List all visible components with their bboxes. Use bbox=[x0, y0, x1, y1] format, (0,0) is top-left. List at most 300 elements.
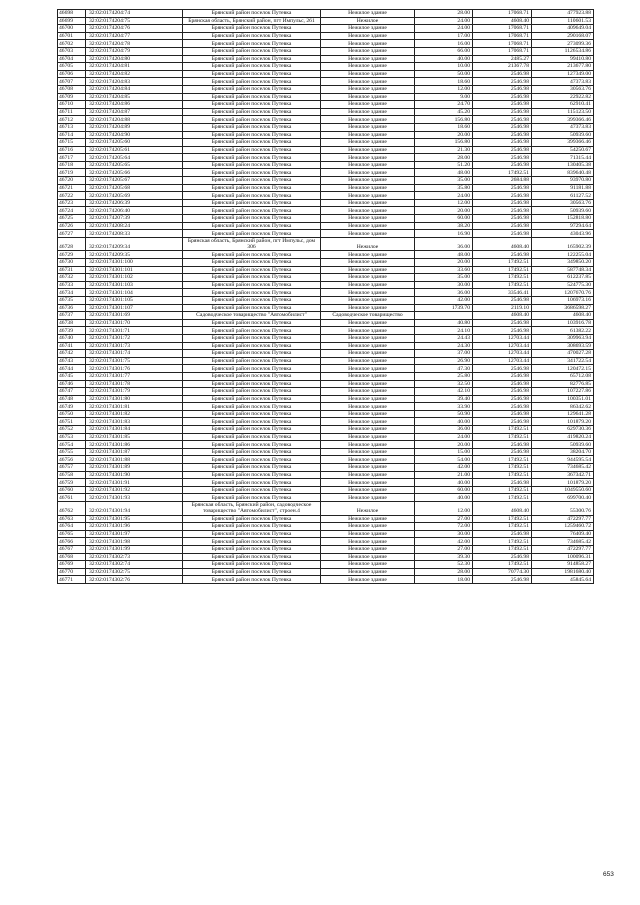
unit-value-cell: 2546.98 bbox=[473, 101, 532, 109]
table-row bbox=[58, 312, 594, 320]
table-row bbox=[58, 553, 594, 561]
address-cell: Брянский район поселок Путевка bbox=[183, 251, 321, 259]
area-cell: 21.30 bbox=[415, 146, 473, 154]
object-type-cell: Нежилое здание bbox=[321, 327, 415, 335]
object-type-cell: Нежилое здание bbox=[321, 304, 415, 312]
row-number-cell: 46760 bbox=[58, 486, 86, 494]
table-row bbox=[58, 169, 594, 177]
row-number-cell: 46703 bbox=[58, 47, 86, 55]
cadastral-number-cell: 32:02:0174301:80 bbox=[86, 395, 183, 403]
object-type-cell: Нежилое здание bbox=[321, 289, 415, 297]
object-type-cell: Нежилое здание bbox=[321, 169, 415, 177]
object-type-cell: Нежилое здание bbox=[321, 418, 415, 426]
address-cell: Брянский район поселок Путевка bbox=[183, 116, 321, 124]
address-cell: Брянский район поселок Путевка bbox=[183, 403, 321, 411]
row-number-cell: 46741 bbox=[58, 342, 86, 350]
cadastral-number-cell: 32:02:0174301:75 bbox=[86, 357, 183, 365]
cadastral-number-cell: 32:02:0174302:73 bbox=[86, 553, 183, 561]
unit-value-cell: 2546.98 bbox=[473, 85, 532, 93]
unit-value-cell: 17492.51 bbox=[473, 169, 532, 177]
area-cell: 10.00 bbox=[415, 63, 473, 71]
cadastral-number-cell: 32:02:0174205:60 bbox=[86, 139, 183, 147]
area-cell: 24.00 bbox=[415, 17, 473, 25]
area-cell: 24.00 bbox=[415, 192, 473, 200]
cadastral-number-cell: 32:02:0174301:85 bbox=[86, 433, 183, 441]
cadastral-number-cell: 32:02:0174301:107 bbox=[86, 304, 183, 312]
area-cell: 42.00 bbox=[415, 296, 473, 304]
area-cell: 40.00 bbox=[415, 418, 473, 426]
cadastral-value-cell: 38204.70 bbox=[532, 448, 594, 456]
row-number-cell: 46729 bbox=[58, 251, 86, 259]
row-number-cell: 46767 bbox=[58, 545, 86, 553]
area-cell: 28.00 bbox=[415, 568, 473, 576]
object-type-cell: Нежилое здание bbox=[321, 494, 415, 502]
area-cell: 30.00 bbox=[415, 530, 473, 538]
cadastral-value-cell: 409649.04 bbox=[532, 25, 594, 33]
row-number-cell: 46720 bbox=[58, 177, 86, 185]
unit-value-cell: 21367.78 bbox=[473, 63, 532, 71]
row-number-cell: 46755 bbox=[58, 448, 86, 456]
unit-value-cell: 2546.98 bbox=[473, 327, 532, 335]
object-type-cell: Нежилое здание bbox=[321, 259, 415, 267]
table-row bbox=[58, 410, 594, 418]
cadastral-number-cell: 32:02:0174205:64 bbox=[86, 154, 183, 162]
cadastral-number-cell: 32:02:0174206:40 bbox=[86, 207, 183, 215]
object-type-cell: Нежилое здание bbox=[321, 395, 415, 403]
cadastral-value-cell: 1126534.86 bbox=[532, 47, 594, 55]
object-type-cell: Нежилое здание bbox=[321, 78, 415, 86]
object-type-cell: Нежилое здание bbox=[321, 139, 415, 147]
area-cell: 50.90 bbox=[415, 410, 473, 418]
cadastral-number-cell: 32:02:0174206:39 bbox=[86, 199, 183, 207]
cadastral-value-cell: 45845.64 bbox=[532, 576, 594, 584]
cadastral-value-cell: 91181.88 bbox=[532, 184, 594, 192]
address-cell: Брянский район поселок Путевка bbox=[183, 395, 321, 403]
row-number-cell: 46749 bbox=[58, 403, 86, 411]
address-cell: Брянский район поселок Путевка bbox=[183, 222, 321, 230]
table-row bbox=[58, 327, 594, 335]
cadastral-value-cell: 419820.24 bbox=[532, 433, 594, 441]
table-row bbox=[58, 161, 594, 169]
cadastral-value-cell: 524775.30 bbox=[532, 281, 594, 289]
table-row bbox=[58, 365, 594, 373]
table-row bbox=[58, 154, 594, 162]
object-type-cell: Нежилое здание bbox=[321, 25, 415, 33]
table-row bbox=[58, 101, 594, 109]
unit-value-cell: 2546.98 bbox=[473, 403, 532, 411]
address-cell: Брянский район поселок Путевка bbox=[183, 334, 321, 342]
cadastral-number-cell: 32:02:0174204:89 bbox=[86, 123, 183, 131]
object-type-cell: Нежилое здание bbox=[321, 274, 415, 282]
unit-value-cell: 17492.51 bbox=[473, 274, 532, 282]
row-number-cell: 46750 bbox=[58, 410, 86, 418]
object-type-cell: Садоводческое товарищество bbox=[321, 312, 415, 320]
address-cell: Брянский район поселок Путевка bbox=[183, 319, 321, 327]
address-cell: Брянская область, Брянский район, пгт Импульс, дом 306 bbox=[183, 237, 321, 251]
unit-value-cell: 17492.51 bbox=[473, 433, 532, 441]
table-row bbox=[58, 456, 594, 464]
area-cell: 18.60 bbox=[415, 78, 473, 86]
row-number-cell: 46763 bbox=[58, 515, 86, 523]
unit-value-cell: 17492.51 bbox=[473, 464, 532, 472]
table-row bbox=[58, 85, 594, 93]
address-cell: Брянский район поселок Путевка bbox=[183, 561, 321, 569]
unit-value-cell: 2546.98 bbox=[473, 222, 532, 230]
cadastral-number-cell: 32:02:0174205:67 bbox=[86, 177, 183, 185]
unit-value-cell: 17492.51 bbox=[473, 515, 532, 523]
cadastral-number-cell: 32:02:0174204:77 bbox=[86, 32, 183, 40]
row-number-cell: 46743 bbox=[58, 357, 86, 365]
object-type-cell: Нежилое здание bbox=[321, 177, 415, 185]
row-number-cell: 46716 bbox=[58, 146, 86, 154]
row-number-cell: 46713 bbox=[58, 123, 86, 131]
table-row bbox=[58, 350, 594, 358]
area-cell: 28.00 bbox=[415, 154, 473, 162]
unit-value-cell: 17492.51 bbox=[473, 545, 532, 553]
row-number-cell: 46700 bbox=[58, 25, 86, 33]
area-cell: 30.00 bbox=[415, 281, 473, 289]
area-cell: 36.00 bbox=[415, 237, 473, 251]
area-cell: 1739.70 bbox=[415, 304, 473, 312]
unit-value-cell: 2546.98 bbox=[473, 251, 532, 259]
unit-value-cell: 2546.98 bbox=[473, 372, 532, 380]
row-number-cell: 46756 bbox=[58, 456, 86, 464]
unit-value-cell: 12703.44 bbox=[473, 350, 532, 358]
unit-value-cell: 17068.71 bbox=[473, 40, 532, 48]
cadastral-number-cell: 32:02:0174204:76 bbox=[86, 25, 183, 33]
cadastral-number-cell: 32:02:0174301:88 bbox=[86, 456, 183, 464]
area-cell: 24.43 bbox=[415, 334, 473, 342]
table-row bbox=[58, 403, 594, 411]
row-number-cell: 46731 bbox=[58, 266, 86, 274]
area-cell: 24.00 bbox=[415, 25, 473, 33]
address-cell: Брянский район поселок Путевка bbox=[183, 515, 321, 523]
object-type-cell: Нежилое здание bbox=[321, 388, 415, 396]
address-cell: Брянский район поселок Путевка bbox=[183, 274, 321, 282]
address-cell: Садоводческое товарищество "Автомобилист" bbox=[183, 312, 321, 320]
row-number-cell: 46766 bbox=[58, 538, 86, 546]
address-cell: Брянский район поселок Путевка bbox=[183, 55, 321, 63]
row-number-cell: 46712 bbox=[58, 116, 86, 124]
row-number-cell: 46701 bbox=[58, 32, 86, 40]
unit-value-cell: 2546.98 bbox=[473, 131, 532, 139]
area-cell: 24.30 bbox=[415, 342, 473, 350]
cadastral-number-cell: 32:02:0174302:75 bbox=[86, 568, 183, 576]
cadastral-number-cell: 32:02:0174301:78 bbox=[86, 380, 183, 388]
object-type-cell: Нежилое здание bbox=[321, 372, 415, 380]
object-type-cell: Нежилое здание bbox=[321, 222, 415, 230]
area-cell: 40.80 bbox=[415, 319, 473, 327]
address-cell: Брянский район поселок Путевка bbox=[183, 410, 321, 418]
address-cell: Брянский район поселок Путевка bbox=[183, 471, 321, 479]
area-cell: 20.00 bbox=[415, 441, 473, 449]
object-type-cell: Нежилое здание bbox=[321, 123, 415, 131]
area-cell: 21.00 bbox=[415, 471, 473, 479]
table-row bbox=[58, 222, 594, 230]
cadastral-value-cell: 61382.22 bbox=[532, 327, 594, 335]
table-row bbox=[58, 215, 594, 223]
row-number-cell: 46769 bbox=[58, 561, 86, 569]
cadastral-number-cell: 32:02:0174209:34 bbox=[86, 237, 183, 251]
table-row bbox=[58, 55, 594, 63]
area-cell: 16.00 bbox=[415, 40, 473, 48]
address-cell: Брянский район поселок Путевка bbox=[183, 40, 321, 48]
cadastral-value-cell: 349850.20 bbox=[532, 259, 594, 267]
cadastral-value-cell: 61127.52 bbox=[532, 192, 594, 200]
area-cell: 40.00 bbox=[415, 494, 473, 502]
area-cell: 60.00 bbox=[415, 215, 473, 223]
table-row bbox=[58, 304, 594, 312]
area-cell: 47.30 bbox=[415, 365, 473, 373]
table-row bbox=[58, 146, 594, 154]
unit-value-cell: 2546.98 bbox=[473, 441, 532, 449]
address-cell: Брянский район поселок Путевка bbox=[183, 215, 321, 223]
cadastral-number-cell: 32:02:0174204:86 bbox=[86, 101, 183, 109]
table-row bbox=[58, 494, 594, 502]
row-number-cell: 46714 bbox=[58, 131, 86, 139]
area-cell: 40.00 bbox=[415, 55, 473, 63]
row-number-cell: 46717 bbox=[58, 154, 86, 162]
row-number-cell: 46739 bbox=[58, 327, 86, 335]
unit-value-cell: 17068.71 bbox=[473, 47, 532, 55]
object-type-cell: Нежилое здание bbox=[321, 296, 415, 304]
cadastral-number-cell: 32:02:0174301:74 bbox=[86, 350, 183, 358]
table-row bbox=[58, 342, 594, 350]
row-number-cell: 46698 bbox=[58, 10, 86, 18]
unit-value-cell: 17492.51 bbox=[473, 266, 532, 274]
object-type-cell: Нежилое здание bbox=[321, 281, 415, 289]
address-cell: Брянский район поселок Путевка bbox=[183, 380, 321, 388]
cadastral-number-cell: 32:02:0174301:70 bbox=[86, 319, 183, 327]
cadastral-value-cell: 30563.76 bbox=[532, 85, 594, 93]
row-number-cell: 46707 bbox=[58, 78, 86, 86]
cadastral-value-cell: 97294.64 bbox=[532, 222, 594, 230]
cadastral-number-cell: 32:02:0174207:39 bbox=[86, 215, 183, 223]
object-type-cell: Нежилое здание bbox=[321, 523, 415, 531]
area-cell: 66.00 bbox=[415, 47, 473, 55]
row-number-cell: 46722 bbox=[58, 192, 86, 200]
cadastral-value-cell: 50939.60 bbox=[532, 131, 594, 139]
cadastral-value-cell: 367342.71 bbox=[532, 471, 594, 479]
cadastral-number-cell: 32:02:0174301:90 bbox=[86, 471, 183, 479]
address-cell: Брянский район поселок Путевка bbox=[183, 433, 321, 441]
cadastral-number-cell: 32:02:0174301:100 bbox=[86, 259, 183, 267]
address-cell: Брянский район поселок Путевка bbox=[183, 304, 321, 312]
table-row bbox=[58, 177, 594, 185]
unit-value-cell: 2546.98 bbox=[473, 146, 532, 154]
table-row bbox=[58, 568, 594, 576]
cadastral-number-cell: 32:02:0174301:94 bbox=[86, 502, 183, 516]
unit-value-cell: 2546.98 bbox=[473, 108, 532, 116]
table-row bbox=[58, 388, 594, 396]
address-cell: Брянский район поселок Путевка bbox=[183, 123, 321, 131]
area-cell: 12.00 bbox=[415, 502, 473, 516]
object-type-cell: Нежилое здание bbox=[321, 530, 415, 538]
cadastral-number-cell: 32:02:0174301:103 bbox=[86, 281, 183, 289]
cadastral-value-cell: 612237.85 bbox=[532, 274, 594, 282]
table-row bbox=[58, 40, 594, 48]
address-cell: Брянский район поселок Путевка bbox=[183, 365, 321, 373]
object-type-cell: Нежилое здание bbox=[321, 471, 415, 479]
address-cell: Брянский район поселок Путевка bbox=[183, 169, 321, 177]
area-cell: 42.00 bbox=[415, 538, 473, 546]
cadastral-number-cell: 32:02:0174301:96 bbox=[86, 523, 183, 531]
object-type-cell: Нежилое здание bbox=[321, 199, 415, 207]
address-cell: Брянский район поселок Путевка bbox=[183, 441, 321, 449]
cadastral-number-cell: 32:02:0174301:69 bbox=[86, 312, 183, 320]
address-cell: Брянский район поселок Путевка bbox=[183, 161, 321, 169]
address-cell: Брянский район поселок Путевка bbox=[183, 63, 321, 71]
area-cell: 24.00 bbox=[415, 433, 473, 441]
row-number-cell: 46746 bbox=[58, 380, 86, 388]
object-type-cell: Нежилое здание bbox=[321, 146, 415, 154]
table-row bbox=[58, 259, 594, 267]
object-type-cell: Нежилое здание bbox=[321, 538, 415, 546]
area-cell bbox=[415, 312, 473, 320]
cadastral-number-cell: 32:02:0174208:33 bbox=[86, 230, 183, 238]
row-number-cell: 46723 bbox=[58, 199, 86, 207]
row-number-cell: 46738 bbox=[58, 319, 86, 327]
unit-value-cell: 17492.51 bbox=[473, 538, 532, 546]
unit-value-cell: 4608.40 bbox=[473, 237, 532, 251]
table-row bbox=[58, 289, 594, 297]
area-cell: 60.00 bbox=[415, 486, 473, 494]
cadastral-value-cell: 914858.27 bbox=[532, 561, 594, 569]
cadastral-value-cell: 30563.76 bbox=[532, 199, 594, 207]
object-type-cell: Нежилое здание bbox=[321, 319, 415, 327]
cadastral-number-cell: 32:02:0174204:83 bbox=[86, 78, 183, 86]
address-cell: Брянский район поселок Путевка bbox=[183, 230, 321, 238]
object-type-cell: Нежилое здание bbox=[321, 161, 415, 169]
cadastral-value-cell: 107227.86 bbox=[532, 388, 594, 396]
unit-value-cell: 17492.51 bbox=[473, 456, 532, 464]
area-cell: 45.20 bbox=[415, 108, 473, 116]
cadastral-value-cell: 120472.15 bbox=[532, 365, 594, 373]
area-cell: 54.00 bbox=[415, 456, 473, 464]
table-row bbox=[58, 372, 594, 380]
unit-value-cell: 2546.98 bbox=[473, 553, 532, 561]
address-cell: Брянский район поселок Путевка bbox=[183, 296, 321, 304]
unit-value-cell: 12703.44 bbox=[473, 342, 532, 350]
cadastral-value-cell: 62910.41 bbox=[532, 101, 594, 109]
unit-value-cell: 17492.51 bbox=[473, 561, 532, 569]
address-cell: Брянский район поселок Путевка bbox=[183, 139, 321, 147]
cadastral-number-cell: 32:02:0174205:69 bbox=[86, 192, 183, 200]
unit-value-cell: 2546.98 bbox=[473, 116, 532, 124]
cadastral-number-cell: 32:02:0174301:83 bbox=[86, 418, 183, 426]
row-number-cell: 46726 bbox=[58, 222, 86, 230]
object-type-cell: Нежилое здание bbox=[321, 380, 415, 388]
cadastral-value-cell: 93970.80 bbox=[532, 177, 594, 185]
area-cell: 36.00 bbox=[415, 426, 473, 434]
unit-value-cell: 2684.88 bbox=[473, 177, 532, 185]
address-cell: Брянский район поселок Путевка bbox=[183, 47, 321, 55]
cadastral-value-cell: 472297.77 bbox=[532, 545, 594, 553]
object-type-cell: Нежилое здание bbox=[321, 357, 415, 365]
address-cell: Брянский район поселок Путевка bbox=[183, 154, 321, 162]
unit-value-cell: 2546.98 bbox=[473, 161, 532, 169]
table-row bbox=[58, 357, 594, 365]
row-number-cell: 46757 bbox=[58, 464, 86, 472]
address-cell: Брянский район поселок Путевка bbox=[183, 464, 321, 472]
row-number-cell: 46768 bbox=[58, 553, 86, 561]
area-cell: 36.00 bbox=[415, 289, 473, 297]
object-type-cell: Нежилое здание bbox=[321, 515, 415, 523]
cadastral-value-cell: 587748.34 bbox=[532, 266, 594, 274]
cadastral-number-cell: 32:02:0174302:74 bbox=[86, 561, 183, 569]
object-type-cell: Нежилое здание bbox=[321, 479, 415, 487]
cadastral-number-cell: 32:02:0174204:81 bbox=[86, 63, 183, 71]
unit-value-cell: 2546.98 bbox=[473, 78, 532, 86]
table-row bbox=[58, 192, 594, 200]
object-type-cell: Нежилое здание bbox=[321, 10, 415, 18]
cadastral-number-cell: 32:02:0174301:104 bbox=[86, 289, 183, 297]
area-cell: 24.70 bbox=[415, 101, 473, 109]
page-number: 653 bbox=[603, 871, 614, 878]
address-cell: Брянский район поселок Путевка bbox=[183, 281, 321, 289]
object-type-cell: Нежилое здание bbox=[321, 553, 415, 561]
object-type-cell: Нежилое здание bbox=[321, 207, 415, 215]
address-cell: Брянский район поселок Путевка bbox=[183, 553, 321, 561]
table-row bbox=[58, 448, 594, 456]
cadastral-number-cell: 32:02:0174301:95 bbox=[86, 515, 183, 523]
object-type-cell: Нежилое здание bbox=[321, 410, 415, 418]
cadastral-value-cell: 86342.62 bbox=[532, 403, 594, 411]
address-cell: Брянский район поселок Путевка bbox=[183, 78, 321, 86]
object-type-cell: Нежилое здание bbox=[321, 32, 415, 40]
area-cell: 52.30 bbox=[415, 561, 473, 569]
cadastral-number-cell: 32:02:0174204:74 bbox=[86, 10, 183, 18]
row-number-cell: 46719 bbox=[58, 169, 86, 177]
cadastral-number-cell: 32:02:0174301:81 bbox=[86, 403, 183, 411]
object-type-cell: Нежилое здание bbox=[321, 251, 415, 259]
unit-value-cell: 2546.98 bbox=[473, 530, 532, 538]
address-cell: Брянский район поселок Путевка bbox=[183, 530, 321, 538]
area-cell: 50.00 bbox=[415, 70, 473, 78]
cadastral-number-cell: 32:02:0174301:77 bbox=[86, 372, 183, 380]
unit-value-cell: 2546.98 bbox=[473, 319, 532, 327]
area-cell: 32.50 bbox=[415, 380, 473, 388]
area-cell: 48.00 bbox=[415, 251, 473, 259]
unit-value-cell: 12703.44 bbox=[473, 357, 532, 365]
cadastral-value-cell: 129641.28 bbox=[532, 410, 594, 418]
cadastral-number-cell: 32:02:0174301:97 bbox=[86, 530, 183, 538]
unit-value-cell: 17492.51 bbox=[473, 259, 532, 267]
area-cell: 39.30 bbox=[415, 553, 473, 561]
object-type-cell: Нежилое здание bbox=[321, 47, 415, 55]
cadastral-number-cell: 32:02:0174301:82 bbox=[86, 410, 183, 418]
area-cell: 35.00 bbox=[415, 274, 473, 282]
unit-value-cell: 2546.98 bbox=[473, 139, 532, 147]
table-row bbox=[58, 380, 594, 388]
cadastral-number-cell: 32:02:0174301:101 bbox=[86, 266, 183, 274]
cadastral-number-cell: 32:02:0174204:88 bbox=[86, 116, 183, 124]
address-cell: Брянский район поселок Путевка bbox=[183, 350, 321, 358]
table-row bbox=[58, 139, 594, 147]
table-row bbox=[58, 395, 594, 403]
object-type-cell: Нежилое здание bbox=[321, 70, 415, 78]
unit-value-cell: 17492.51 bbox=[473, 494, 532, 502]
row-number-cell: 46702 bbox=[58, 40, 86, 48]
object-type-cell: Нежилое здание bbox=[321, 568, 415, 576]
unit-value-cell: 4608.40 bbox=[473, 312, 532, 320]
cadastral-value-cell: 213677.80 bbox=[532, 63, 594, 71]
object-type-cell: Нежилое здание bbox=[321, 63, 415, 71]
unit-value-cell: 17492.51 bbox=[473, 426, 532, 434]
cadastral-value-cell: 629730.36 bbox=[532, 426, 594, 434]
row-number-cell: 46758 bbox=[58, 471, 86, 479]
object-type-cell: Нежилое здание bbox=[321, 456, 415, 464]
